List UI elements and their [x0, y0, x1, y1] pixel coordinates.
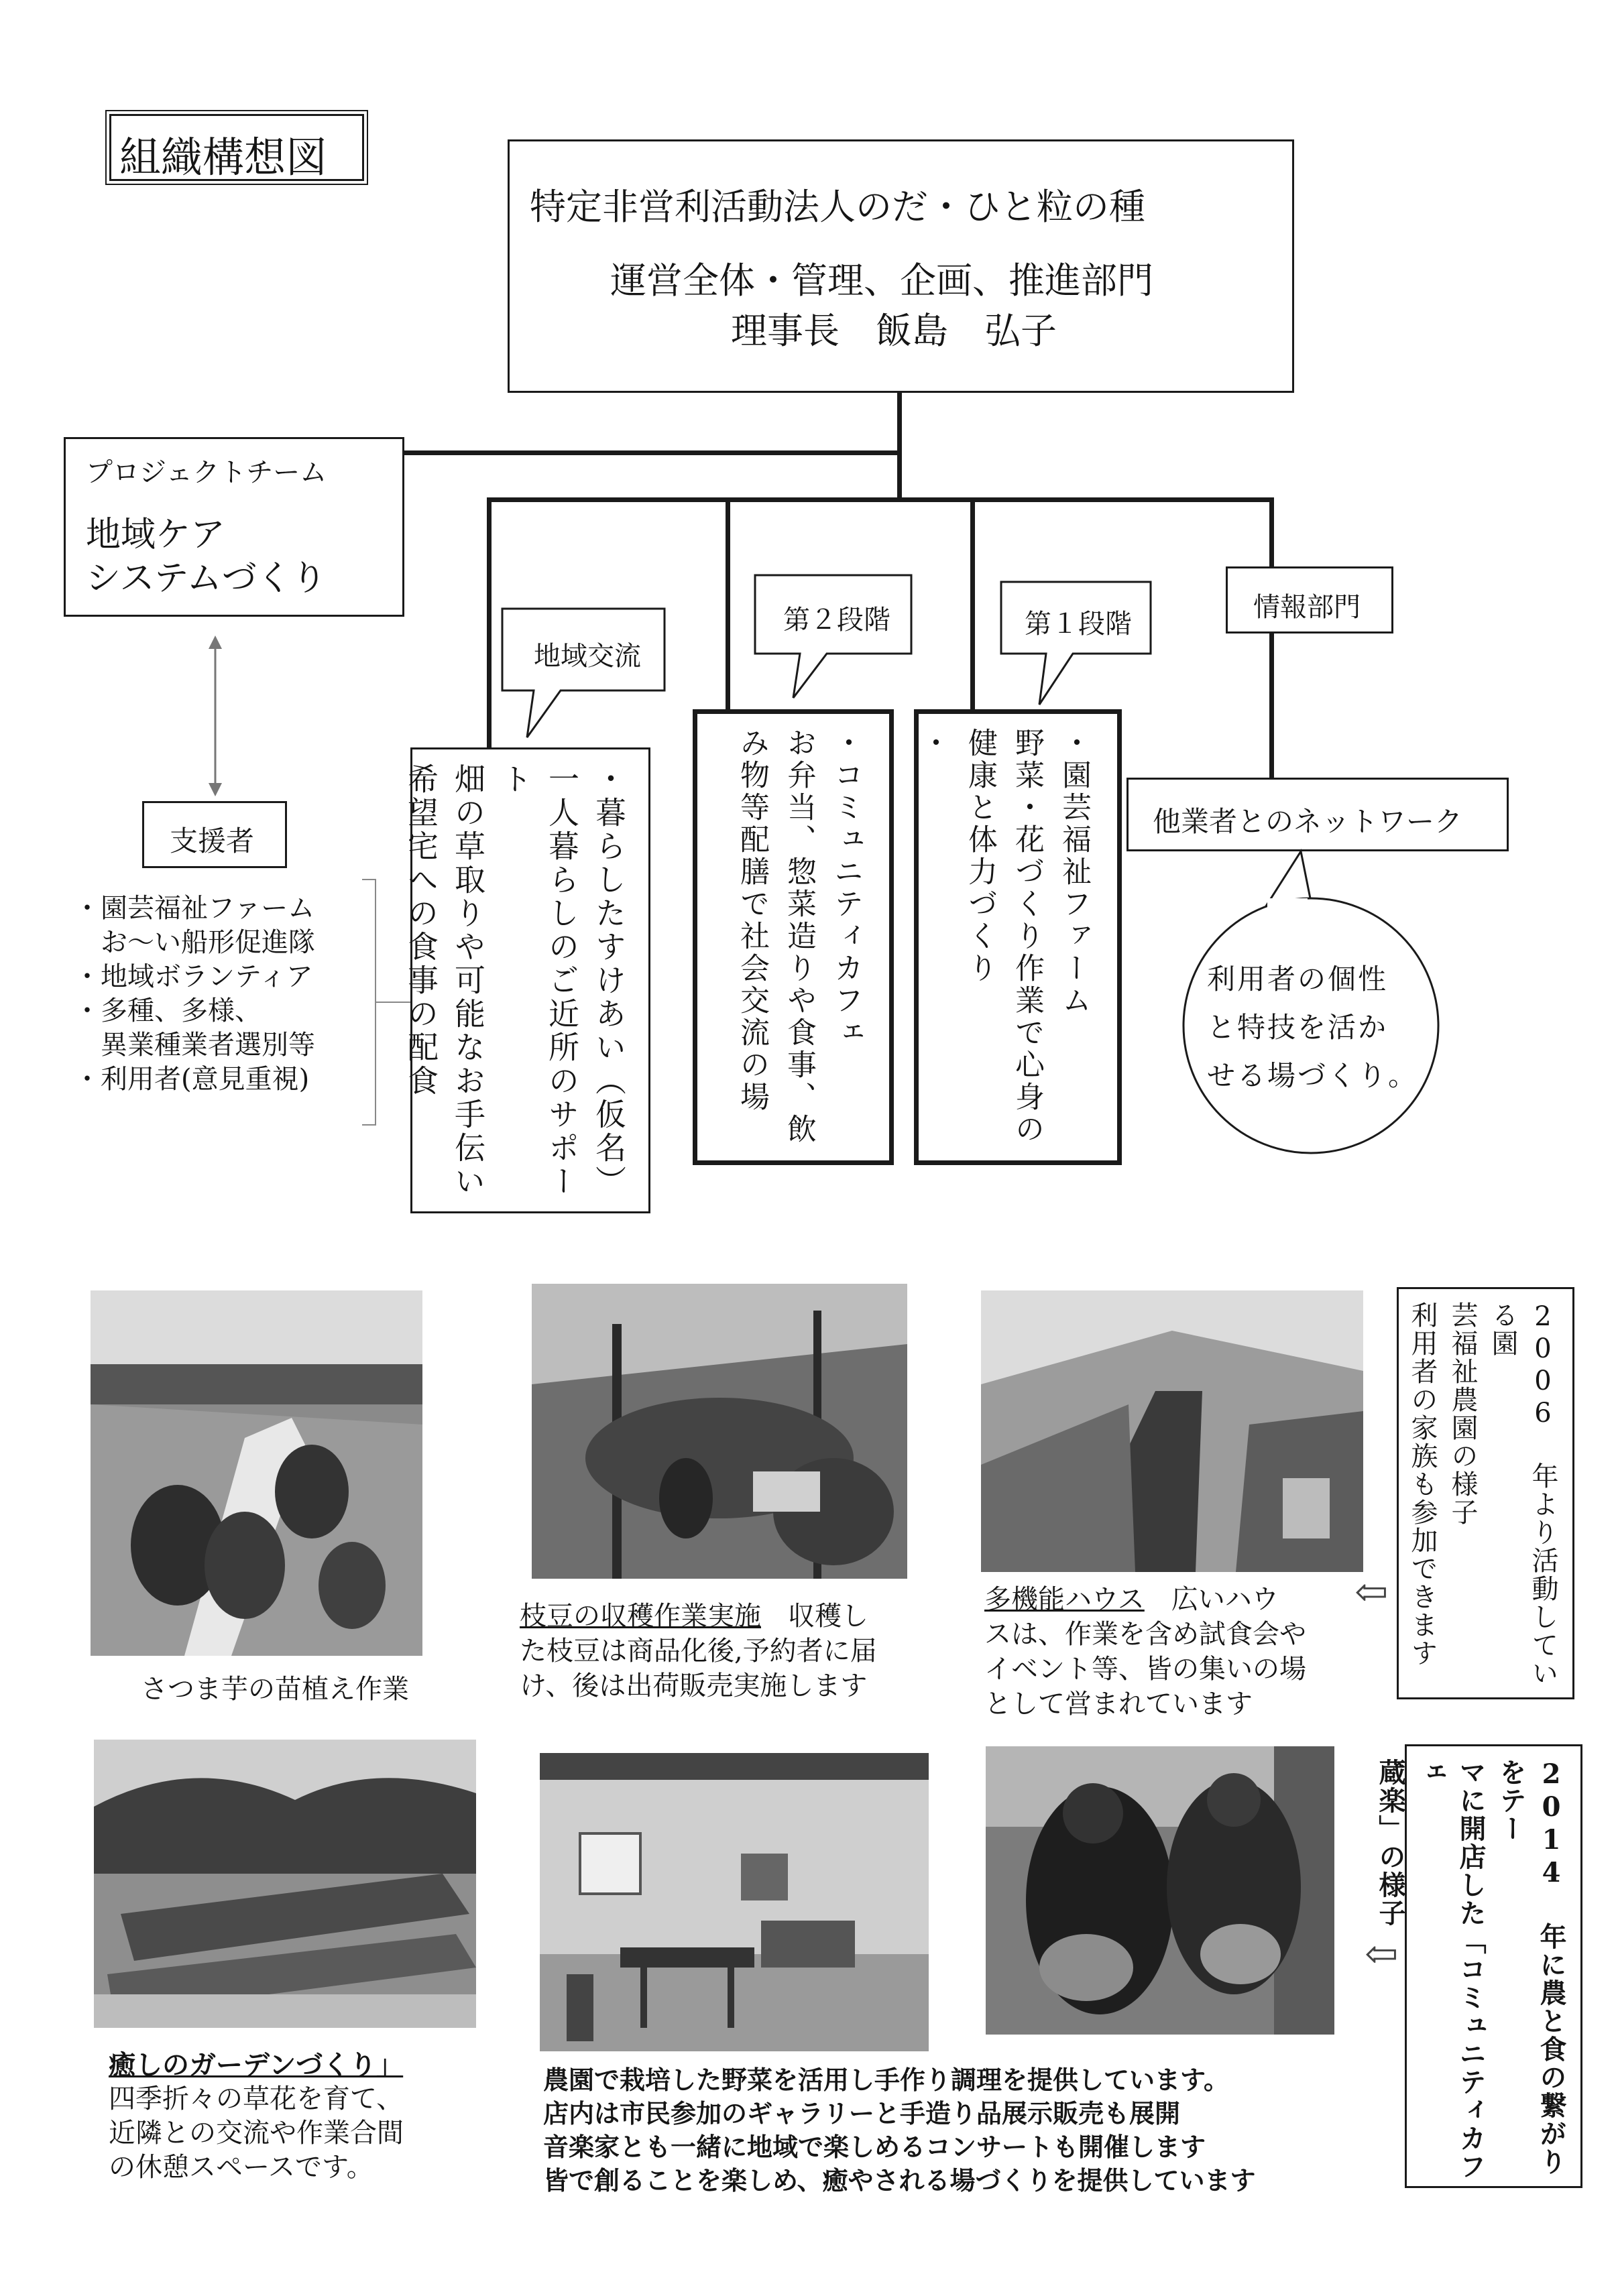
line-branch-4 — [1269, 497, 1274, 780]
side-note-2014-text — [1370, 1758, 1571, 2181]
side-note-line: 芸福祉農園の様子 — [1447, 1301, 1478, 1526]
supporter-item: 異業種業者選別等 — [74, 1030, 315, 1061]
farm-line: ・ — [916, 727, 950, 760]
caption-house — [984, 1582, 1306, 1721]
photo-edamame-harvest — [532, 1284, 907, 1579]
garden-title: 癒しのガーデンづくり」 — [109, 2049, 404, 2081]
cafe-line: お弁当、惣菜造りや食事、飲 — [782, 727, 816, 1146]
speech-bubble — [1153, 845, 1468, 1160]
project-team-line2: システムづくり — [86, 558, 327, 599]
photo-concert — [986, 1746, 1334, 2035]
caption-sweet-potato: さつま芋の苗植え作業 — [141, 1674, 409, 1705]
bubble-line: せる場づくり。 — [1207, 1059, 1419, 1092]
caption-edamame — [520, 1599, 877, 1703]
callout-info-box — [1226, 566, 1393, 633]
edamame-line: 収穫し — [788, 1601, 868, 1632]
line-branch-3 — [970, 497, 975, 712]
bubble-line: と特技を活か — [1207, 1011, 1389, 1044]
callout-info-text: 情報部門 — [1253, 592, 1361, 623]
line-branch-bar — [487, 497, 1274, 502]
line-to-project — [404, 450, 902, 455]
garden-line: 近隣との交流や作業合間 — [109, 2118, 404, 2149]
cafe-caption-line: 店内は市民参加のギャラリーと手造り品展示販売も展開 — [543, 2098, 1181, 2128]
side-note-line: 2014 年に農と食の繋がりをテー — [1495, 1758, 1567, 2176]
org-department: 運営全体・管理、企画、推進部門 — [610, 259, 1153, 302]
page-title: 組織構想図 — [119, 133, 328, 182]
farm-line: 野菜・花づくり作業で心身の — [1010, 727, 1044, 1146]
project-team-box — [64, 437, 404, 617]
line-branch-1 — [487, 497, 492, 751]
farm-text — [909, 727, 1097, 1156]
callout-stage2-text: 第２段階 — [783, 605, 890, 636]
house-line: スは、作業を含め試食会や — [984, 1619, 1306, 1650]
side-note-2014 — [1375, 1744, 1582, 2188]
cafe-caption-line: 農園で栽培した野菜を活用し手作り調理を提供しています。 — [543, 2065, 1229, 2095]
supporter-item: ・地域ボランティア — [74, 961, 313, 992]
farm-line: ・園芸福祉ファーム — [1057, 727, 1091, 1017]
supporters-label: 支援者 — [170, 825, 255, 857]
supporter-item: ・利用者(意見重視) — [74, 1064, 310, 1095]
house-line: 広いハウ — [1171, 1584, 1279, 1615]
org-head-box — [508, 139, 1294, 393]
garden-line: の休憩スペースです。 — [109, 2152, 373, 2183]
callout-stage2 — [753, 573, 914, 701]
kurashi-line: 畑の草取りや可能なお手伝い — [450, 763, 486, 1199]
double-arrow-icon — [205, 636, 225, 796]
callout-stage1-text: 第１段階 — [1025, 609, 1132, 640]
photo-garden — [94, 1740, 476, 2028]
house-line: イベント等、皆の集いの場 — [984, 1654, 1306, 1685]
line-trunk — [897, 393, 902, 500]
org-chairperson: 理事長 飯島 弘子 — [731, 310, 1057, 352]
org-name: 特定非営利活動法人のだ・ひと粒の種 — [530, 186, 1145, 228]
house-title: 多機能ハウス — [984, 1584, 1145, 1615]
house-line: として営まれています — [984, 1689, 1253, 1719]
kurashi-box — [403, 747, 650, 1213]
cafe-line: み物等配膳で社会交流の場 — [735, 727, 769, 1113]
kurashi-line: 希望宅への食事の配食 — [403, 763, 439, 1098]
callout-community — [500, 607, 668, 741]
supporters-label-box — [142, 801, 287, 868]
farm-box — [914, 709, 1122, 1165]
edamame-title: 枝豆の収穫作業実施 — [520, 1601, 761, 1632]
kurashi-line: ・暮らしたすけあい（仮名） — [591, 763, 627, 1199]
supporter-item: ・園芸福祉ファーム — [74, 893, 315, 924]
photo-multipurpose-house — [981, 1290, 1363, 1572]
bubble-line: 利用者の個性 — [1207, 963, 1389, 995]
line-branch-2 — [726, 497, 730, 712]
side-note-2006 — [1397, 1287, 1574, 1699]
page-title-box — [109, 114, 364, 181]
network-label: 他業者とのネットワーク — [1153, 805, 1463, 838]
project-team-label: プロジェクトチーム — [86, 457, 327, 488]
caption-cafe — [543, 2063, 1255, 2197]
farm-line: 健康と体力づくり — [963, 727, 997, 985]
supporters-list — [74, 892, 376, 1120]
supporter-item: お〜い船形促進隊 — [74, 927, 315, 958]
project-team-line1: 地域ケア — [86, 515, 226, 555]
cafe-line: ・コミュニティカフェ — [829, 727, 863, 1049]
arrow-left-icon: ⇦ — [1365, 1931, 1399, 1978]
side-note-2006-text — [1402, 1301, 1563, 1693]
kurashi-line: 一人暮らしのご近所のサポート — [497, 763, 580, 1199]
photo-sweet-potato-planting — [91, 1290, 422, 1656]
network-box — [1127, 778, 1509, 851]
callout-community-text: 地域交流 — [534, 641, 641, 672]
photo-cafe-interior — [540, 1753, 929, 2051]
bubble-text — [1207, 955, 1418, 1100]
cafe-box — [693, 709, 894, 1165]
cafe-caption-line: 音楽家とも一緒に地域で楽しめるコンサートも開催します — [543, 2132, 1206, 2162]
garden-line: 四季折々の草花を育て、 — [109, 2083, 404, 2114]
cafe-caption-line: 皆で創ることを楽しめ、癒やされる場づくりを提供しています — [543, 2165, 1256, 2195]
edamame-line: け、後は出荷販売実施します — [520, 1671, 868, 1701]
side-note-line: 蔵楽」の様子 — [1375, 1758, 1406, 1927]
supporter-item: ・多種、多様、 — [74, 995, 262, 1026]
caption-garden — [109, 2048, 404, 2185]
edamame-line: た枝豆は商品化後,予約者に届 — [520, 1636, 877, 1667]
arrow-left-icon: ⇦ — [1354, 1569, 1389, 1616]
cafe-text — [728, 727, 869, 1156]
callout-stage1 — [999, 580, 1153, 707]
side-note-line: 2006 年より活動している園 — [1487, 1301, 1558, 1687]
kurashi-text — [398, 763, 632, 1205]
side-note-line: 利用者の家族も参加できます — [1407, 1301, 1438, 1667]
side-note-line: マに開店した「コミュニティカフェ — [1415, 1758, 1487, 2181]
